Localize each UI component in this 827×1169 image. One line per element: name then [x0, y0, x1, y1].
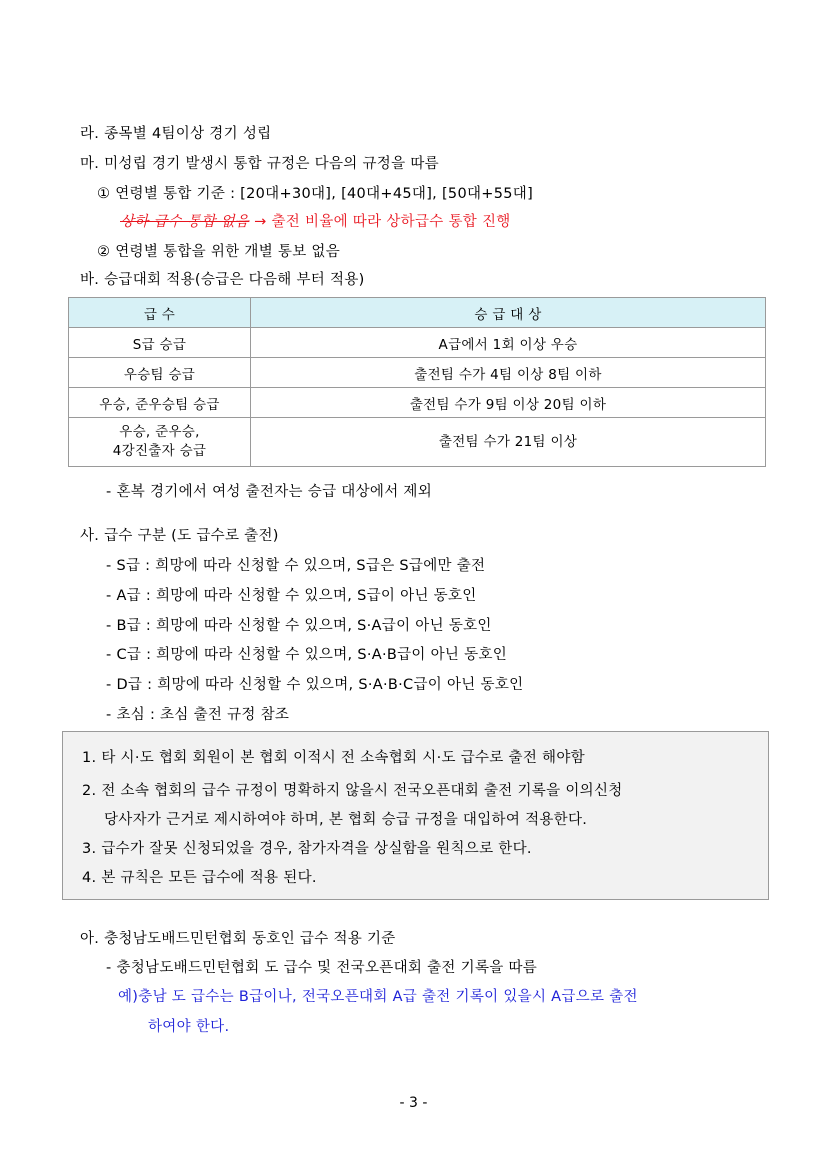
table-row [69, 388, 766, 418]
grade-line-1: 우승, 준우승, [119, 424, 200, 440]
struck-text: 상하 급수 통합 없음 [120, 214, 250, 230]
table-cell-grade: 우승팀 승급 [69, 358, 251, 388]
table-row [69, 418, 766, 467]
rules-note-box [62, 731, 769, 900]
ma-item-1: ① 연령별 통합 기준 : [20대+30대], [40대+45대], [50대+55대] [97, 186, 534, 202]
table-row [69, 358, 766, 388]
sa-item: - B급 : 희망에 따라 신청할 수 있으며, S·A급이 아닌 동호인 [106, 618, 492, 634]
table-cell-target: 출전팀 수가 21팀 이상 [251, 418, 766, 467]
ba-note: - 혼복 경기에서 여성 출전자는 승급 대상에서 제외 [106, 484, 433, 500]
revision-text: → 출전 비율에 따라 상하급수 통합 진행 [249, 214, 511, 230]
table-row [69, 328, 766, 358]
table-header-row [69, 298, 766, 328]
section-ma: 마. 미성립 경기 발생시 통합 규정은 다음의 규정을 따름 [80, 156, 439, 172]
section-ba: 바. 승급대회 적용(승급은 다음해 부터 적용) [80, 272, 365, 288]
note-item-continuation: 당사자가 근거로 제시하여야 하며, 본 협회 승급 규정을 대입하여 적용한다. [104, 812, 588, 828]
table-cell-target: 출전팀 수가 4팀 이상 8팀 이하 [251, 358, 766, 388]
grade-line-2: 4강진출자 승급 [112, 443, 207, 459]
table-cell-target: A급에서 1회 이상 우승 [251, 328, 766, 358]
table-header-target: 승 급 대 상 [251, 298, 766, 328]
note-item: 4. 본 규칙은 모든 급수에 적용 된다. [82, 870, 317, 886]
table-cell-grade [69, 418, 251, 467]
ma-item-2: ② 연령별 통합을 위한 개별 통보 없음 [97, 244, 341, 260]
table-cell-grade: S급 승급 [69, 328, 251, 358]
promotion-table [68, 297, 766, 467]
section-a: 아. 충청남도배드민턴협회 동호인 급수 적용 기준 [80, 931, 396, 947]
ma-revision-line [120, 210, 511, 231]
note-item: 1. 타 시·도 협회 회원이 본 협회 이적시 전 소속협회 시·도 급수로 출전 해야함 [82, 750, 585, 766]
section-sa: 사. 급수 구분 (도 급수로 출전) [80, 528, 279, 544]
sa-item: - D급 : 희망에 따라 신청할 수 있으며, S·A·B·C급이 아닌 동호인 [106, 677, 524, 693]
a-example-line-1: 예)충남 도 급수는 B급이나, 전국오픈대회 A급 출전 기록이 있을시 A급으로 출전 [118, 989, 638, 1005]
a-example-line-2: 하여야 한다. [148, 1019, 230, 1035]
sa-item: - S급 : 희망에 따라 신청할 수 있으며, S급은 S급에만 출전 [106, 558, 486, 574]
page-number: - 3 - [399, 1095, 428, 1111]
section-ra: 라. 종목별 4팀이상 경기 성립 [80, 126, 272, 142]
sa-item: - C급 : 희망에 따라 신청할 수 있으며, S·A·B급이 아닌 동호인 [106, 647, 508, 663]
note-item: 3. 급수가 잘못 신청되었을 경우, 참가자격을 상실함을 원칙으로 한다. [82, 841, 532, 857]
table-cell-target: 출전팀 수가 9팀 이상 20팀 이하 [251, 388, 766, 418]
table-header-grade: 급 수 [69, 298, 251, 328]
sa-item: - 초심 : 초심 출전 규정 참조 [106, 707, 290, 723]
a-item: - 충청남도배드민턴협회 도 급수 및 전국오픈대회 출전 기록을 따름 [106, 960, 538, 976]
note-item: 2. 전 소속 협회의 급수 규정이 명확하지 않을시 전국오픈대회 출전 기록을 이의신청 [82, 783, 623, 799]
table-cell-grade: 우승, 준우승팀 승급 [69, 388, 251, 418]
sa-item: - A급 : 희망에 따라 신청할 수 있으며, S급이 아닌 동호인 [106, 588, 477, 604]
